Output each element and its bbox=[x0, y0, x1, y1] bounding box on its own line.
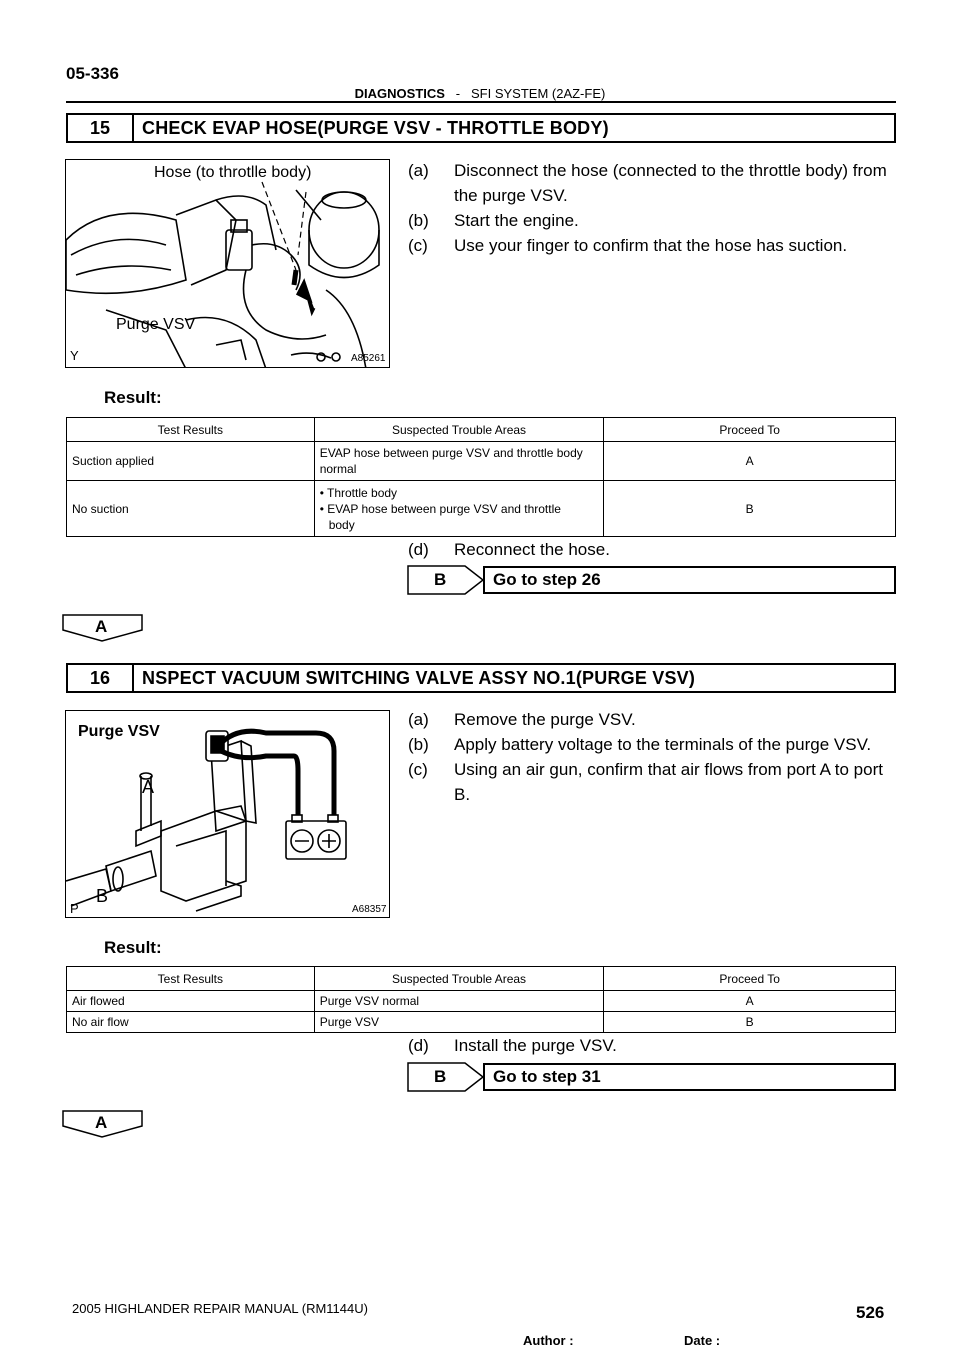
branch-b-letter: B bbox=[434, 1067, 447, 1086]
step-15-number: 15 bbox=[68, 115, 134, 141]
step-16-title: NSPECT VACUUM SWITCHING VALVE ASSY NO.1(PURGE VSV) bbox=[142, 667, 696, 688]
step-15-result-label: Result: bbox=[104, 388, 162, 407]
page-code: 05-336 bbox=[66, 64, 119, 83]
instruction-b: (b) Start the engine. bbox=[408, 211, 579, 230]
header-separator: - bbox=[455, 86, 461, 101]
branch-a-letter: A bbox=[95, 1113, 108, 1132]
figure-label-port-b: B bbox=[96, 886, 109, 906]
step-16-instructions bbox=[408, 707, 898, 807]
step-16-number: 16 bbox=[68, 665, 134, 691]
branch-b-arrow bbox=[407, 565, 487, 595]
go-to-step-31-link[interactable]: Go to step 31 bbox=[483, 1063, 896, 1091]
step-16-figure bbox=[65, 710, 390, 918]
header-subsection: SFI SYSTEM (2AZ-FE) bbox=[470, 86, 606, 101]
table-row: No suction • Throttle body • EVAP hose between purge VSV and throttle body B bbox=[67, 481, 896, 537]
table-row: Air flowed Purge VSV normal A bbox=[67, 991, 896, 1012]
figure-code: A68357 bbox=[352, 904, 387, 915]
figure-label-purge-vsv: Purge VSV bbox=[116, 316, 196, 333]
header-rule bbox=[66, 101, 896, 103]
table-row: Suction applied EVAP hose between purge VSV and throttle body normal A bbox=[67, 442, 896, 481]
page-header bbox=[0, 86, 960, 101]
instruction-b: (b) Apply battery voltage to the terminals of the purge VSV. bbox=[408, 735, 872, 754]
step-15-result-table bbox=[66, 417, 896, 537]
figure-label-purge-vsv: Purge VSV bbox=[78, 723, 160, 740]
branch-b-letter: B bbox=[434, 570, 447, 589]
instruction-a: (a) Remove the purge VSV. bbox=[408, 710, 636, 729]
step-15-title: CHECK EVAP HOSE(PURGE VSV - THROTTLE BODY) bbox=[142, 117, 609, 138]
step-15-header bbox=[66, 113, 896, 143]
figure-corner-mark: Y bbox=[70, 348, 79, 363]
branch-b-arrow bbox=[407, 1062, 487, 1092]
step-15-instruction-d: (d) Reconnect the hose. bbox=[408, 540, 610, 559]
step-16-instruction-d: (d) Install the purge VSV. bbox=[408, 1036, 617, 1055]
step-16-header bbox=[66, 663, 896, 693]
step-15-figure bbox=[65, 159, 390, 368]
table-header-row: Test Results Suspected Trouble Areas Proceed To bbox=[67, 418, 896, 442]
figure-code: A85261 bbox=[351, 353, 386, 364]
footer-author-label: Author : bbox=[523, 1333, 574, 1348]
table-row: No air flow Purge VSV B bbox=[67, 1012, 896, 1033]
footer-date-label: Date : bbox=[684, 1333, 721, 1348]
step-16-result-label: Result: bbox=[104, 938, 162, 957]
table-header-row: Test Results Suspected Trouble Areas Proceed To bbox=[67, 967, 896, 991]
footer-manual-title: 2005 HIGHLANDER REPAIR MANUAL (RM1144U) bbox=[72, 1301, 368, 1316]
instruction-a: (a) Disconnect the hose (connected to the throttle body) from the purge VSV. bbox=[408, 161, 887, 205]
go-to-step-26-link[interactable]: Go to step 26 bbox=[483, 566, 896, 594]
purge-vsv-illustration bbox=[66, 711, 390, 918]
figure-corner-mark: P bbox=[70, 901, 79, 916]
instruction-c: (c) Use your finger to confirm that the hose has suction. bbox=[408, 236, 848, 255]
engine-bay-illustration bbox=[66, 160, 390, 368]
step-15-instructions bbox=[408, 158, 898, 258]
step-16-result-table bbox=[66, 966, 896, 1033]
figure-label-hose: Hose (to throtlle body) bbox=[154, 164, 312, 181]
footer-page-number: 526 bbox=[856, 1303, 885, 1322]
branch-a-letter: A bbox=[95, 617, 108, 636]
header-section: DIAGNOSTICS bbox=[354, 86, 445, 101]
instruction-c: (c) Using an air gun, confirm that air flows from port A to port B. bbox=[408, 760, 883, 804]
figure-label-port-a: A bbox=[142, 777, 155, 797]
